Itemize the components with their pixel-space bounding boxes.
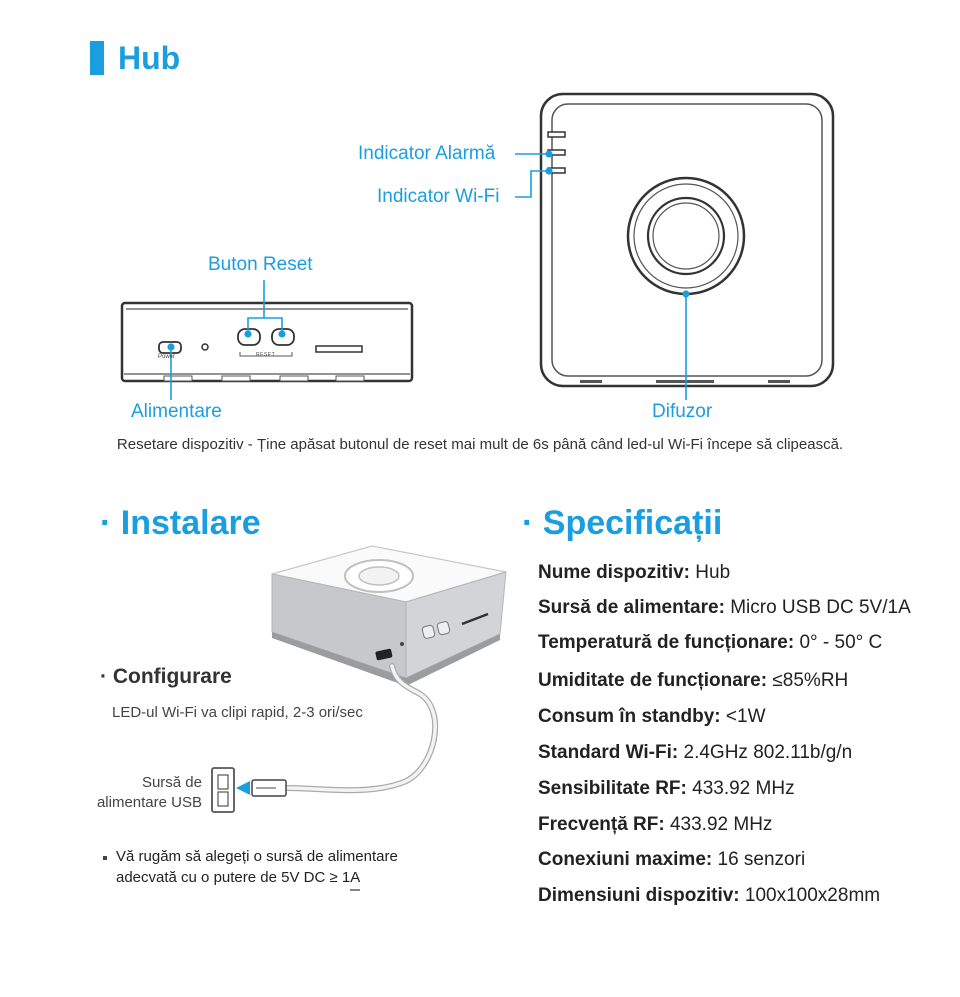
spec-row-operating-humidity: Umiditate de funcționare: ≤85%RH [538, 670, 849, 691]
spec-row-device-dimensions: Dimensiuni dispozitiv: 100x100x28mm [538, 885, 881, 906]
install-title: · Instalare [100, 504, 261, 542]
usb-source-label-1: Sursă de [141, 774, 202, 791]
config-title: · Configurare [100, 665, 232, 688]
hub-top-view [541, 94, 833, 386]
spec-row-device-name: Nume dispozitiv: Hub [538, 562, 731, 583]
spec-row-rf-sensitivity: Sensibilitate RF: 433.92 MHz [538, 778, 795, 799]
spec-row-operating-temperature: Temperatură de funcționare: 0° - 50° C [538, 632, 883, 653]
spec-row-rf-frequency: Frecvență RF: 433.92 MHz [538, 814, 773, 835]
ge-symbol: ≥ [329, 869, 338, 886]
hub-side-view [122, 303, 412, 381]
power-advice-line-1: Vă rugăm să alegeți o sursă de alimentare [116, 848, 398, 865]
power-port-text: Power [158, 354, 176, 360]
spec-row-wifi-standard: Standard Wi-Fi: 2.4GHz 802.11b/g/n [538, 742, 853, 763]
spec-row-power-source: Sursă de alimentare: Micro USB DC 5V/1A [538, 597, 911, 618]
label-power: Alimentare [131, 401, 222, 422]
spec-row-standby-consumption: Consum în standby: <1W [538, 706, 766, 727]
power-advice-line-2: adecvată cu o putere de 5V DC ≥ 1A [116, 869, 361, 886]
reset-caption-text: RESET [256, 352, 276, 358]
label-speaker: Difuzor [652, 401, 713, 422]
speaker-inner [648, 198, 724, 274]
hub-title-text: Hub [118, 39, 181, 76]
specs-title: · Specificații [522, 504, 723, 542]
bullet-dot [103, 856, 107, 860]
arrow-left-icon [236, 781, 250, 795]
reset-instructions: Resetare dispozitiv - Ține apăsat butonul de reset mai mult de 6s până când led-ul Wi-Fi începe să clipească. [116, 436, 844, 453]
usb-source-label-2: alimentare USB [96, 794, 202, 811]
alarm-led [548, 132, 565, 137]
label-indicator-wifi: Indicator Wi-Fi [377, 186, 500, 207]
label-reset-button: Buton Reset [208, 254, 313, 275]
config-note: LED-ul Wi-Fi va clipi rapid, 2-3 ori/sec [112, 704, 363, 721]
label-indicator-alarm: Indicator Alarmă [358, 143, 496, 164]
spec-row-max-connections: Conexiuni maxime: 16 senzori [538, 849, 806, 870]
